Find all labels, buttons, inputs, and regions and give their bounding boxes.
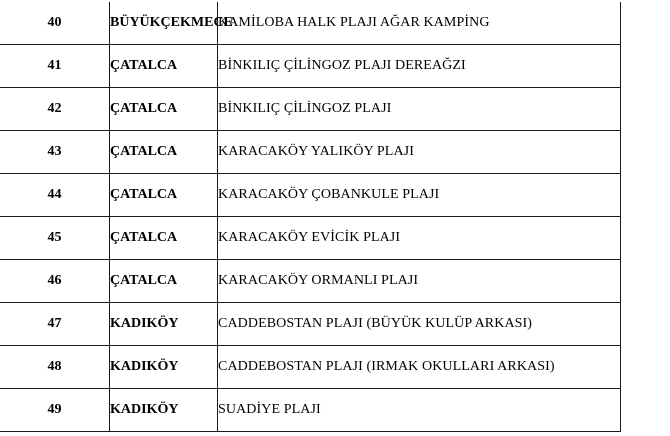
beach-name-cell: BİNKILIÇ ÇİLİNGOZ PLAJI DEREAĞZI [218, 45, 621, 88]
row-number-cell: 45 [0, 217, 110, 260]
row-number-cell: 40 [0, 2, 110, 45]
table-row [0, 88, 621, 131]
beach-list-table [0, 2, 621, 432]
beach-name-cell: CADDEBOSTAN PLAJI (BÜYÜK KULÜP ARKASI) [218, 303, 621, 346]
table-row [0, 260, 621, 303]
district-cell: ÇATALCA [110, 217, 218, 260]
beach-name-cell: KARACAKÖY ORMANLI PLAJI [218, 260, 621, 303]
district-cell: KADIKÖY [110, 346, 218, 389]
row-number-cell: 41 [0, 45, 110, 88]
row-number-cell: 43 [0, 131, 110, 174]
beach-name-cell: BİNKILIÇ ÇİLİNGOZ PLAJI [218, 88, 621, 131]
district-cell: KADIKÖY [110, 389, 218, 432]
row-number-cell: 44 [0, 174, 110, 217]
beach-name-cell: KAMİLOBA HALK PLAJI AĞAR KAMPİNG [218, 2, 621, 45]
row-number-cell: 48 [0, 346, 110, 389]
table-row [0, 303, 621, 346]
beach-name-cell: KARACAKÖY EVİCİK PLAJI [218, 217, 621, 260]
table-row [0, 346, 621, 389]
beach-name-cell: CADDEBOSTAN PLAJI (IRMAK OKULLARI ARKASI) [218, 346, 621, 389]
beach-name-cell: SUADİYE PLAJI [218, 389, 621, 432]
district-cell: ÇATALCA [110, 260, 218, 303]
table-row [0, 174, 621, 217]
table-row [0, 389, 621, 432]
district-cell: BÜYÜKÇEKMECE [110, 2, 218, 45]
row-number-cell: 49 [0, 389, 110, 432]
row-number-cell: 47 [0, 303, 110, 346]
row-number-cell: 46 [0, 260, 110, 303]
table-body [0, 2, 621, 432]
row-number-cell: 42 [0, 88, 110, 131]
beach-name-cell: KARACAKÖY YALIKÖY PLAJI [218, 131, 621, 174]
table-row [0, 45, 621, 88]
beach-name-cell: KARACAKÖY ÇOBANKULE PLAJI [218, 174, 621, 217]
table-row [0, 2, 621, 45]
district-cell: KADIKÖY [110, 303, 218, 346]
district-cell: ÇATALCA [110, 174, 218, 217]
district-cell: ÇATALCA [110, 45, 218, 88]
table-row [0, 131, 621, 174]
table-row [0, 217, 621, 260]
district-cell: ÇATALCA [110, 131, 218, 174]
district-cell: ÇATALCA [110, 88, 218, 131]
